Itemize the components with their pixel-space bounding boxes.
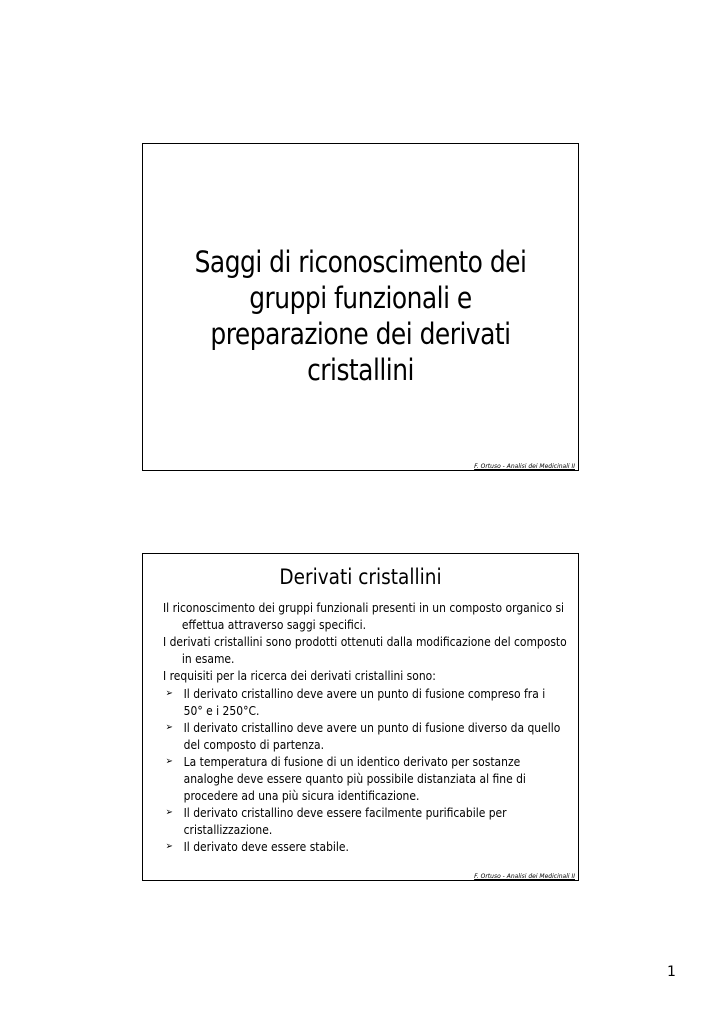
bullet-item	[163, 686, 567, 719]
bullet-item	[163, 839, 567, 856]
slide-2	[142, 553, 579, 881]
bullet-text: Il derivato deve essere stabile.	[183, 839, 349, 855]
paragraph: I derivati cristallini sono prodotti ottenuti dalla modificazione del composto in esame.	[163, 634, 567, 666]
bullet-item	[163, 805, 567, 838]
page-number: 1	[667, 964, 676, 980]
slide-1-title: Saggi di riconoscimento dei gruppi funzionali e preparazione dei derivati cristallini	[194, 245, 527, 387]
bullet-text: Il derivato cristallino deve avere un punto di fusione diverso da quello del composto di partenza.	[183, 720, 561, 752]
slide-1	[142, 143, 579, 471]
slide-1-footer: F. Ortuso - Analisi dei Medicinali II	[474, 463, 575, 470]
bullet-item	[163, 720, 567, 753]
bullet-item	[163, 754, 567, 804]
arrow-bullet-icon: ➢	[165, 841, 173, 853]
arrow-bullet-icon: ➢	[165, 756, 173, 768]
arrow-bullet-icon: ➢	[165, 722, 173, 734]
slide-2-footer: F. Ortuso - Analisi dei Medicinali II	[474, 873, 575, 880]
slide-2-title: Derivati cristallini	[279, 565, 442, 589]
bullet-text: Il derivato cristallino deve essere facilmente purificabile per cristallizzazione.	[183, 805, 507, 837]
slide-2-body	[163, 600, 567, 857]
arrow-bullet-icon: ➢	[165, 687, 173, 699]
paragraph: Il riconoscimento dei gruppi funzionali presenti in un composto organico si effettua attraverso saggi specifici.	[163, 600, 565, 632]
bullet-text: La temperatura di fusione di un identico derivato per sostanze analoghe deve essere quanto più possibile distanziata al fine di procedere ad una più sicura identificazione.	[183, 754, 526, 803]
paragraph: I requisiti per la ricerca dei derivati cristallini sono:	[163, 668, 436, 684]
arrow-bullet-icon: ➢	[165, 807, 173, 819]
bullet-text: Il derivato cristallino deve avere un punto di fusione compreso fra i 50° e i 250°C.	[183, 685, 546, 718]
